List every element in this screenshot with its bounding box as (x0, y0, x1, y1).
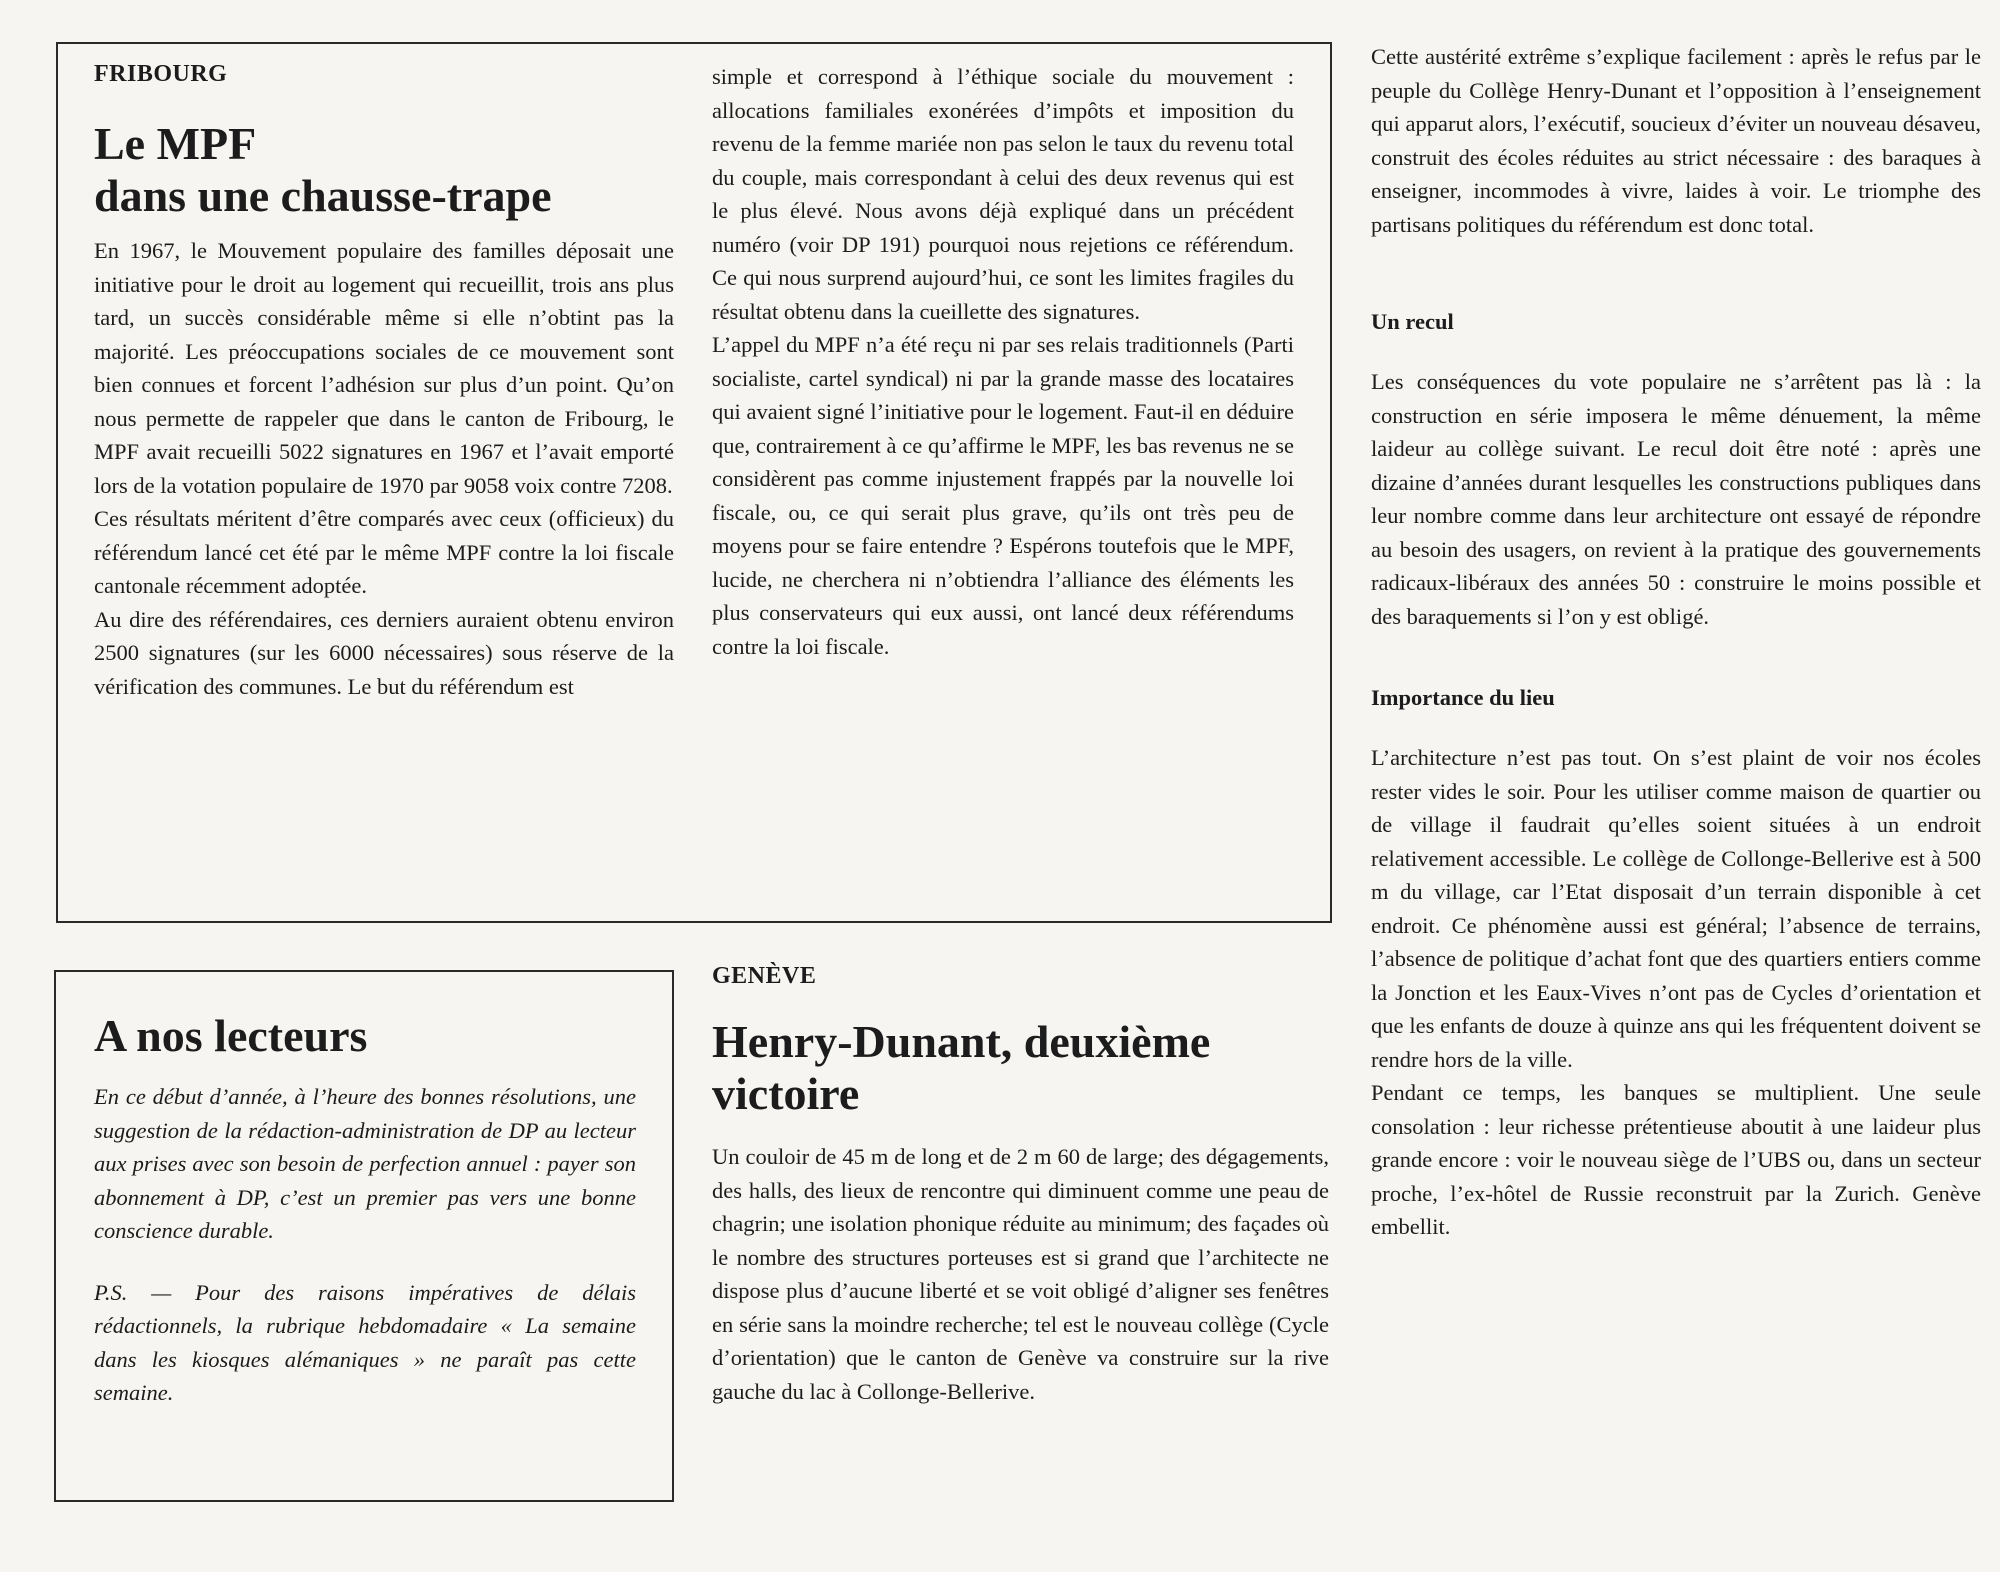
fribourg-paragraph-3: Au dire des référendaires, ces derniers auraient obtenu environ 2500 signatures (sur les 6000 nécessaires) sous réserve de la vérification des communes. Le but du référendum est (94, 606, 674, 699)
fribourg-column-2 (712, 60, 1294, 663)
fribourg-paragraph-5: L’appel du MPF n’a été reçu ni par ses relais traditionnels (Parti socialiste, cartel syndical) ni par la grande masse des locataires qui avaient signé l’initiative pour le logement. Faut-il en déduire que, contrairement à ce qu’affirme le MPF, les bas revenus ne se considèrent pas comme injustement frappés par la nouvelle loi fiscale, ou, ce qui serait plus grave, qu’ils ont très peu de moyens pour se faire entendre ? Espérons toutefois que le MPF, lucide, ne cherchera ni n’obtiendra l’alliance des éléments les plus conservateurs qui eux aussi, ont lancé deux référendums contre la loi fiscale. (712, 332, 1294, 659)
subhead-importance-du-lieu: Importance du lieu (1371, 685, 1555, 710)
right-paragraph-1: Cette austérité extrême s’explique facilement : après le refus par le peuple du Collège Henry-Dunant et l’opposition à l’enseignement qui apparut alors, l’exécutif, soucieux d’éviter un nouveau désaveu, construit des écoles réduites au strict nécessaire : des baraques à enseigner, incommodes à vivre, laides à voir. Le triomphe des partisans politiques du référendum est donc total. (1371, 44, 1981, 237)
geneve-headline-line-1: Henry-Dunant, deuxième (712, 1016, 1211, 1067)
fribourg-kicker: FRIBOURG (94, 61, 228, 87)
geneve-paragraph-1: Un couloir de 45 m de long et de 2 m 60 de large; des dégagements, des halls, des lieux de rencontre qui diminuent comme une peau de chagrin; une isolation phonique réduite au minimum; des façades où le nombre des structures porteuses est si grand que l’architecte ne dispose plus d’aucune liberté et se voit obligé d’aligner ses fenêtres en série sans la moindre recherche; tel est le nouveau collège (Cycle d’orientation) que le canton de Genève va construire sur la rive gauche du lac à Collonge-Bellerive. (712, 1144, 1329, 1404)
lecteurs-box (94, 1010, 636, 1410)
lecteurs-paragraph-2: P.S. — Pour des raisons impératives de délais rédactionnels, la rubrique hebdomadaire « La semaine dans les kiosques alémaniques » ne paraît pas cette semaine. (94, 1279, 636, 1405)
geneve-kicker: GENÈVE (712, 963, 817, 989)
right-column (1371, 40, 1981, 1244)
fribourg-headline (94, 118, 674, 222)
geneve-article (712, 962, 1329, 1408)
fribourg-column-1 (94, 60, 674, 703)
fribourg-paragraph-1: En 1967, le Mouvement populaire des familles déposait une initiative pour le droit au logement qui recueillit, trois ans plus tard, un succès considérable même si elle n’obtint pas la majorité. Les préoccupations sociales de ce mouvement sont bien connues et forcent l’adhésion sur plus d’un point. Qu’on nous permette de rappeler que dans le canton de Fribourg, le MPF avait recueilli 5022 signatures en 1967 et l’avait emporté lors de la votation populaire de 1970 par 9058 voix contre 7208. (94, 238, 674, 498)
fribourg-paragraph-2: Ces résultats méritent d’être comparés avec ceux (officieux) du référendum lancé cet été par le même MPF contre la loi fiscale cantonale récemment adoptée. (94, 506, 674, 598)
right-paragraph-4: Pendant ce temps, les banques se multiplient. Une seule consolation : leur richesse prétentieuse aboutit à une laideur plus grande encore : voir le nouveau siège de l’UBS ou, dans un secteur proche, l’ex-hôtel de Russie reconstruit par la Zurich. Genève embellit. (1371, 1080, 1981, 1239)
geneve-headline-line-2: victoire (712, 1068, 860, 1119)
fribourg-paragraph-4: simple et correspond à l’éthique sociale du mouvement : allocations familiales exonérées d’impôts et imposition du revenu de la femme mariée non pas selon le taux du revenu total du couple, mais correspondant à celui des deux revenus qui est le plus élevé. Nous avons déjà expliqué dans un précédent numéro (voir DP 191) pourquoi nous rejetions ce référendum. Ce qui nous surprend aujourd’hui, ce sont les limites fragiles du résultat obtenu dans la cueillette des signatures. (712, 64, 1294, 324)
lecteurs-paragraph-1: En ce début d’année, à l’heure des bonnes résolutions, une suggestion de la rédaction-administration de DP au lecteur aux prises avec son besoin de perfection annuel : payer son abonnement à DP, c’est un premier pas vers une bonne conscience durable. (94, 1084, 636, 1243)
lecteurs-headline: A nos lecteurs (94, 1010, 368, 1061)
fribourg-headline-line-1: Le MPF (94, 118, 257, 169)
subhead-un-recul: Un recul (1371, 309, 1454, 334)
right-paragraph-2: Les conséquences du vote populaire ne s’arrêtent pas là : la construction en série imposera le même dénuement, la même laideur au collège suivant. Le recul doit être noté : après une dizaine d’années durant lesquelles les constructions publiques dans leur nombre comme dans leur architecture ont essayé de répondre au besoin des usagers, on revient à la pratique des gouvernements radicaux-libéraux des années 50 : construire le moins possible et des baraquements si l’on y est obligé. (1371, 369, 1981, 629)
right-paragraph-3: L’architecture n’est pas tout. On s’est plaint de voir nos écoles rester vides le soir. Pour les utiliser comme maison de quartier ou de village il faudrait qu’elles soient situées à un endroit relativement accessible. Le collège de Collonge-Bellerive est à 500 m du village, car l’Etat disposait d’un terrain disponible à cet endroit. Ce phénomène aussi est général; l’absence de terrains, l’absence de politique d’achat font que des quartiers entiers comme la Jonction et les Eaux-Vives n’ont pas de Cycles d’orientation et que les enfants de douze à quinze ans qui les fréquentent doivent se rendre hors de la ville. (1371, 745, 1981, 1072)
geneve-headline (712, 1016, 1329, 1120)
fribourg-headline-line-2: dans une chausse-trape (94, 170, 552, 221)
